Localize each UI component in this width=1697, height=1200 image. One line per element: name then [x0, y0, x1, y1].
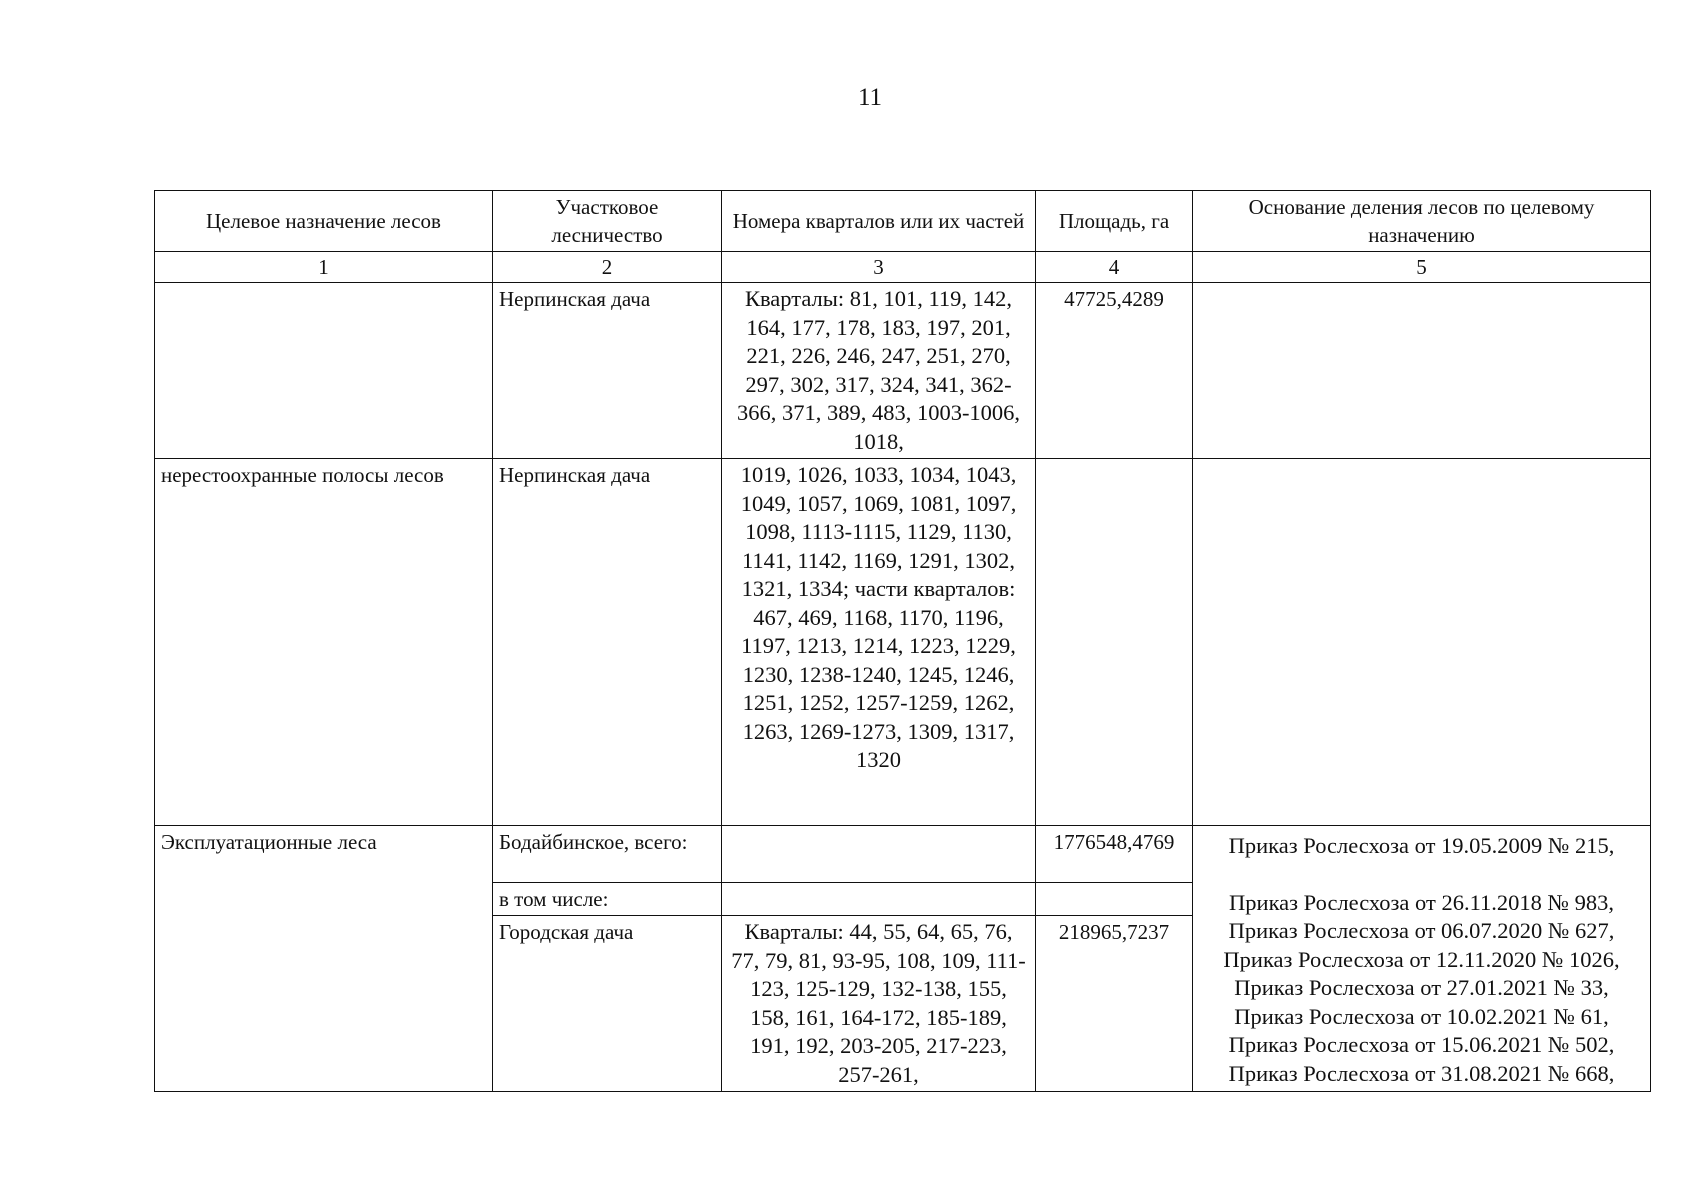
basis-line: Приказ Рослесхоза от 19.05.2009 № 215, [1228, 833, 1615, 858]
blocks-cell: Кварталы: 44, 55, 64, 65, 76, 77, 79, 81, 93-95, 108, 109, 111-123, 125-129, 132-138, 155, 158, 161, 164-172, 185-189, 191, 192, 203-205, 217-223, 257-261, [722, 916, 1036, 1092]
basis-line: Приказ Рослесхоза от 15.06.2021 № 502, [1228, 1032, 1615, 1057]
basis-line: Приказ Рослесхоза от 26.11.2018 № 983, [1229, 889, 1614, 915]
table-row [155, 459, 1651, 826]
forestry-cell: в том числе: [493, 883, 722, 916]
basis-line: Приказ Рослесхоза от 10.02.2021 № 61, [1234, 1003, 1609, 1029]
column-number: 4 [1036, 252, 1193, 283]
forestry-cell: Нерпинская дача [493, 283, 722, 459]
basis-line [1199, 861, 1644, 889]
area-cell: 47725,4289 [1036, 283, 1193, 459]
purpose-cell [155, 283, 493, 459]
basis-cell [1193, 459, 1651, 826]
column-number: 1 [155, 252, 493, 283]
column-number: 2 [493, 252, 722, 283]
area-cell: 1776548,4769 [1036, 826, 1193, 883]
column-number-row [155, 252, 1651, 283]
area-cell [1036, 459, 1193, 826]
basis-line: Приказ Рослесхоза от 31.08.2021 № 668, [1228, 1060, 1615, 1086]
header-row [155, 191, 1651, 252]
header-blocks: Номера кварталов или их частей [722, 191, 1036, 252]
basis-cell [1193, 826, 1651, 1092]
header-forestry: Участковое лесничество [493, 191, 722, 252]
header-area: Площадь, га [1036, 191, 1193, 252]
column-number: 5 [1193, 252, 1651, 283]
purpose-cell: Эксплуатационные леса [155, 826, 493, 1092]
header-purpose: Целевое назначение лесов [155, 191, 493, 252]
basis-line: Приказ Рослесхоза от 27.01.2021 № 33, [1234, 975, 1609, 1000]
blocks-cell: 1019, 1026, 1033, 1034, 1043, 1049, 1057, 1069, 1081, 1097, 1098, 1113-1115, 1129, 1130, 1141, 1142, 1169, 1291, 1302, 1321, 1334; части кварталов: 467, 469, 1168, 1170, 1196, 1197, 1213, 1214, 1223, 1229, 1230, 1238-1240, 1245, 1246, 1251, 1252, 1257-1259, 1262, 1263, 1269-1273, 1309, 1317, 1320 [722, 459, 1036, 826]
table-row [155, 283, 1651, 459]
basis-cell [1193, 283, 1651, 459]
forest-division-table [154, 190, 1651, 1092]
blocks-cell: Кварталы: 81, 101, 119, 142, 164, 177, 178, 183, 197, 201, 221, 226, 246, 247, 251, 270, 297, 302, 317, 324, 341, 362-366, 371, 389, 483, 1003-1006, 1018, [722, 283, 1036, 459]
column-number: 3 [722, 252, 1036, 283]
purpose-cell: нерестоохранные полосы лесов [155, 459, 493, 826]
area-cell [1036, 883, 1193, 916]
blocks-cell [722, 826, 1036, 883]
header-basis: Основание деления лесов по целевому назначению [1193, 191, 1651, 252]
basis-line: Приказ Рослесхоза от 06.07.2020 № 627, [1228, 918, 1615, 943]
area-cell: 218965,7237 [1036, 916, 1193, 1092]
blocks-cell [722, 883, 1036, 916]
forestry-cell: Бодайбинское, всего: [493, 826, 722, 883]
forestry-cell: Нерпинская дача [493, 459, 722, 826]
table-row [155, 826, 1651, 883]
page-number: 11 [857, 84, 883, 111]
forestry-cell: Городская дача [493, 916, 722, 1092]
basis-line: Приказ Рослесхоза от 12.11.2020 № 1026, [1223, 946, 1620, 972]
